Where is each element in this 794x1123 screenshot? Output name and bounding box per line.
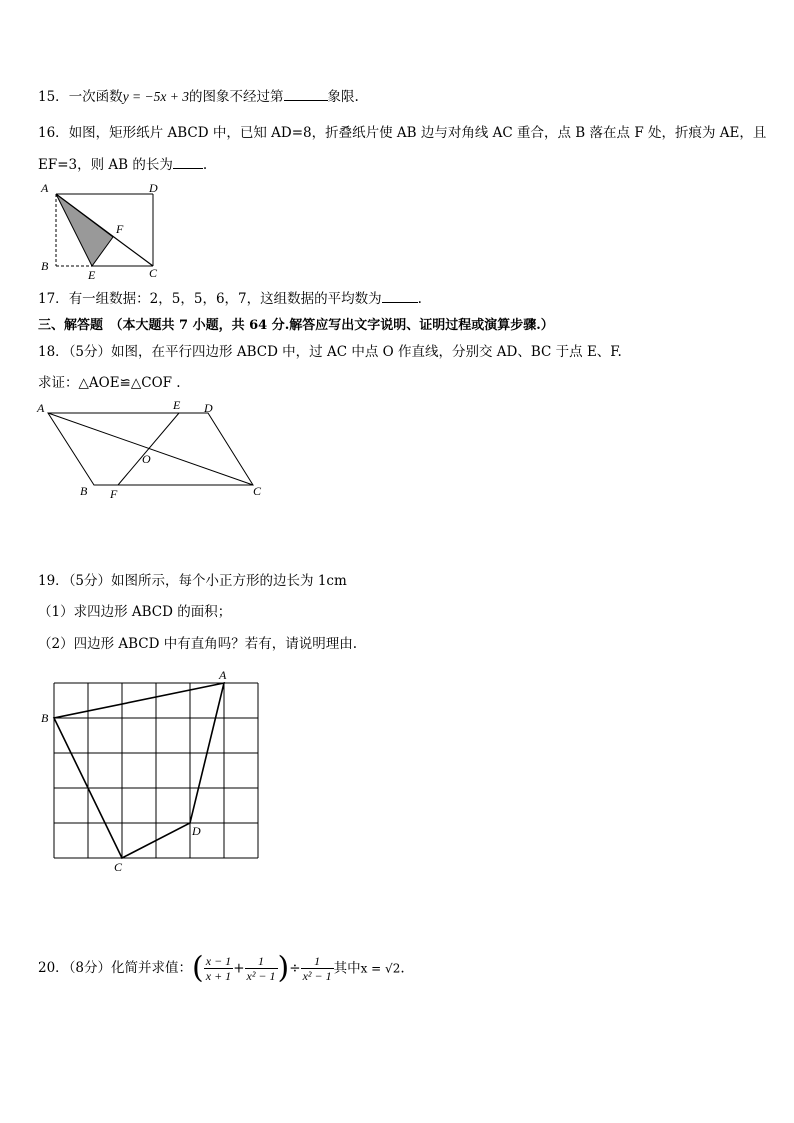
q17-text-a: 有一组数据：2，5，5，6，7，这组数据的平均数为 [68,291,382,307]
q19-sub2: （2）四边形 ABCD 中有直角吗？若有，请说明理由. [38,636,358,652]
q20-fraction-2 [245,954,278,983]
section-3-title: 三、解答题 （本大题共 7 小题，共 64 分.解答应写出文字说明、证明过程或演算步骤.） [38,318,554,333]
q18-label-d: D [204,401,213,415]
q15-formula: y = −5x + 3 [122,89,190,104]
q18-label-o: O [142,452,151,466]
q20-f1-denominator: x + 1 [205,969,232,983]
q16-label-a: A [41,181,49,195]
q20-text-a: （8分）化简并求值： [68,960,193,976]
q15-text-c: 象限. [327,89,359,105]
q19-label-d: D [192,824,201,838]
q19-label-a: A [219,668,227,682]
q19-number: 19． [38,573,69,589]
q20-left-paren: ( [192,950,204,986]
q20-fraction-1 [204,954,233,983]
q18-label-e: E [173,398,181,412]
q16-line1: 如图，矩形纸片 ABCD 中，已知 AD=8，折叠纸片使 AB 边与对角线 AC 重合，点 B 落在点 F 处，折痕为 AE，且 [68,125,767,141]
q19-text: （5分）如图所示，每个小正方形的边长为 1cm [68,573,347,589]
q20-f2-numerator: 1 [245,954,278,969]
q18-label-b: B [80,484,88,498]
q16-number: 16． [38,125,69,141]
q20-end: . [400,960,405,977]
q15-number: 15． [38,89,69,105]
q20-f3-numerator: 1 [301,954,334,969]
q17-number: 17． [38,291,69,307]
q20-number: 20． [38,960,69,976]
q20-fraction-3 [301,954,334,983]
q16-line2-b: . [202,157,208,173]
q18-text: （5分）如图，在平行四边形 ABCD 中，过 AC 中点 O 作直线，分别交 AD、BC 于点 E、F. [68,344,622,360]
q16-label-e: E [88,268,96,282]
q17-text-b: . [417,291,422,307]
q15-text-b: 的图象不经过第 [189,89,284,105]
q18-label-f: F [110,487,118,501]
q18-label-c: C [253,484,262,498]
q15-text-a: 一次函数 [68,89,123,105]
q19-grid [54,683,258,858]
q19-label-c: C [114,860,123,874]
q20-f3-denominator: x² − 1 [302,969,332,983]
q16-label-b: B [41,259,49,273]
q19-label-b: B [41,711,49,725]
q16-label-f: F [116,222,124,236]
q16-line2-a: EF=3，则 AB 的长为 [38,157,173,173]
q20-text-b: 其中 [333,960,361,977]
q18-label-a: A [37,401,45,415]
q16-label-c: C [149,266,158,280]
q20-right-paren: ) [277,950,290,986]
q20-f2-denominator: x² − 1 [246,969,276,983]
q19-sub1: （1）求四边形 ABCD 的面积； [38,604,232,620]
q18-number: 18． [38,344,69,360]
question-20 [38,951,405,985]
q20-f1-numerator: x − 1 [205,954,232,968]
q18-prove: 求证：△AOE≌△COF . [38,375,181,391]
q20-plus: + [233,960,245,977]
q20-divide: ÷ [289,960,301,977]
q20-condition: x = √2 [360,961,401,976]
q16-label-d: D [149,181,158,195]
